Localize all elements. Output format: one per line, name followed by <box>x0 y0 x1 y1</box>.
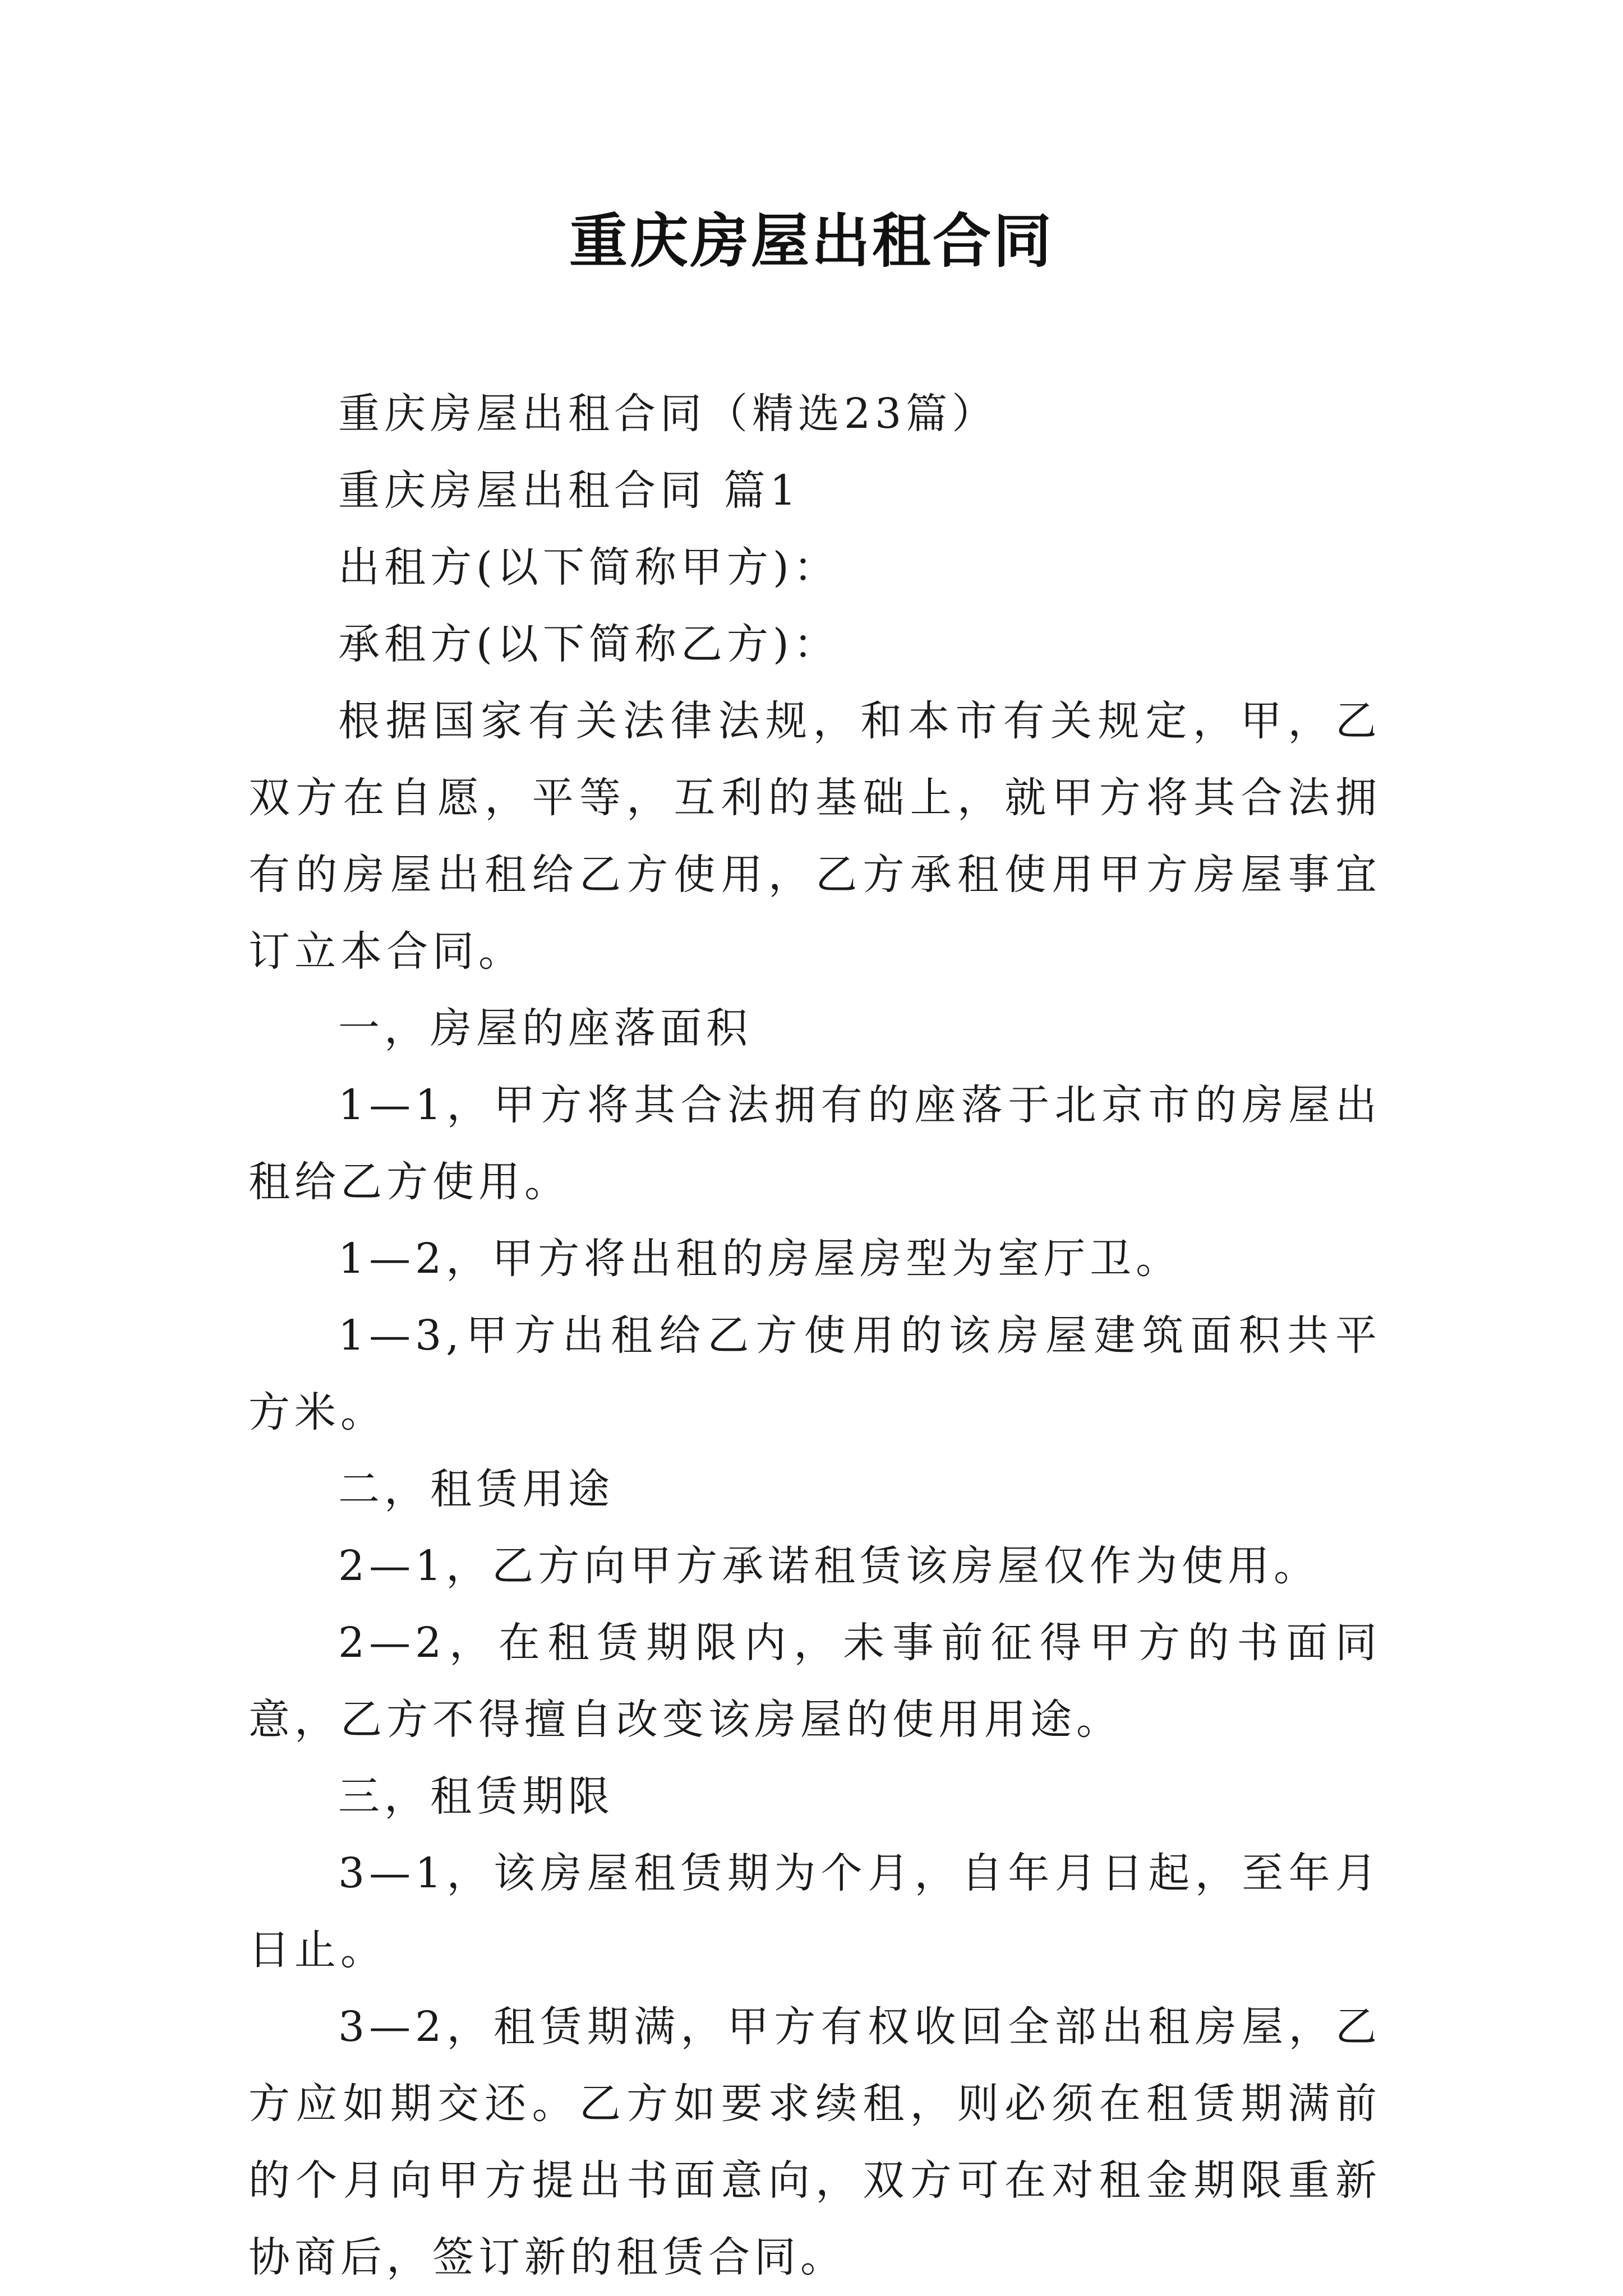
paragraph-clause-2-2: 2—2，在租赁期限内，未事前征得甲方的书面同意，乙方不得擅自改变该房屋的使用用途。 <box>248 1619 1381 1744</box>
paragraph-lessee: 承租方(以下简称乙方)： <box>338 620 840 668</box>
paragraph-subtitle: 重庆房屋出租合同（精选23篇） <box>338 390 998 438</box>
paragraph-clause-heading-1: 一，房屋的座落面积 <box>338 1004 752 1052</box>
paragraph-clause-1-1: 1—1，甲方将其合法拥有的座落于北京市的房屋出租给乙方使用。 <box>248 1081 1381 1206</box>
paragraph-clause-1-2: 1—2，甲方将出租的房屋房型为室厅卫。 <box>338 1235 1182 1283</box>
paragraph-clause-1-3: 1—3,甲方出租给乙方使用的该房屋建筑面积共平方米。 <box>248 1311 1381 1436</box>
paragraph-preamble: 根据国家有关法律法规，和本市有关规定，甲，乙双方在自愿，平等，互利的基础上，就甲方将其合法拥有的房屋出租给乙方使用，乙方承租使用甲方房屋事宜订立本合同。 <box>248 697 1381 976</box>
paragraph-clause-heading-3: 三，租赁期限 <box>338 1772 614 1821</box>
paragraph-clause-heading-2: 二，租赁用途 <box>338 1465 614 1513</box>
paragraph-section-heading: 重庆房屋出租合同 篇1 <box>338 466 801 515</box>
document-title: 重庆房屋出租合同 <box>569 206 1054 275</box>
paragraph-lessor: 出租方(以下简称甲方)： <box>338 543 840 592</box>
paragraph-clause-3-1: 3—1，该房屋租赁期为个月，自年月日起，至年月日止。 <box>248 1849 1381 1974</box>
paragraph-clause-2-1: 2—1，乙方向甲方承诺租赁该房屋仅作为使用。 <box>338 1542 1320 1590</box>
document-body <box>248 376 1381 2296</box>
paragraph-clause-3-2: 3—2，租赁期满，甲方有权收回全部出租房屋，乙方应如期交还。乙方如要求续租，则必须在租赁期满前的个月向甲方提出书面意向，双方可在对租金期限重新协商后，签订新的租赁合同。 <box>248 2003 1381 2281</box>
